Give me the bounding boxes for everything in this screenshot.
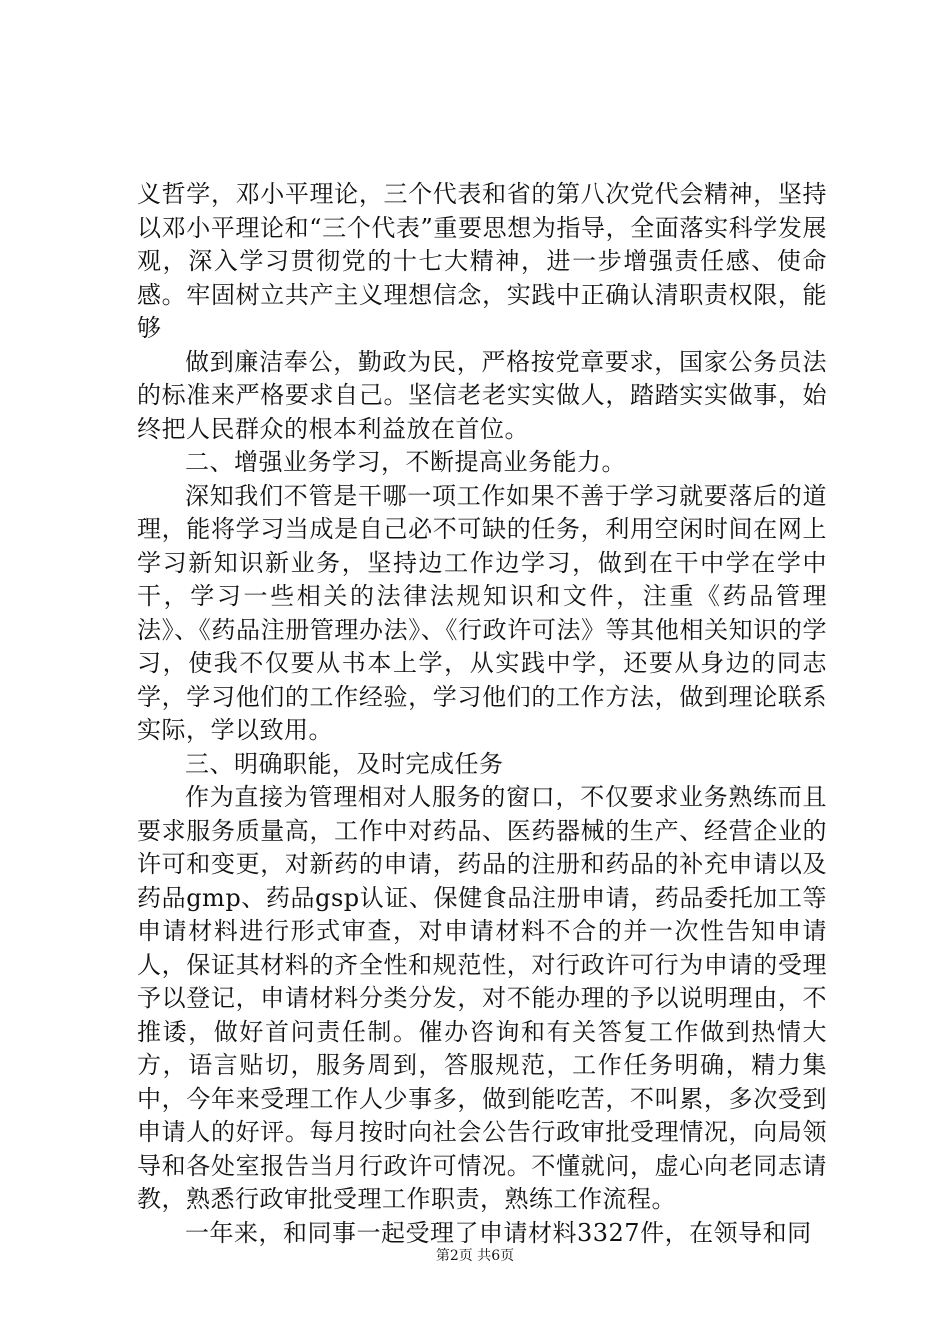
section-heading: 二、增强业务学习，不断提高业务能力。 [185, 448, 626, 476]
paragraph: 一年来，和同事一起受理了申请材料3327件，在领导和同 [185, 1218, 812, 1247]
section-heading: 三、明确职能，及时完成任务 [185, 749, 504, 778]
paragraph: 做到廉洁奉公，勤政为民，严格按党章要求，国家公务员法的标准来严格要求自己。坚信老老实实做人，踏踏实实做事，始终把人民群众的根本利益放在首位。 [137, 347, 827, 443]
paragraph: 作为直接为管理相对人服务的窗口，不仅要求业务熟练而且要求服务质量高，工作中对药品、医药器械的生产、经营企业的许可和变更，对新药的申请，药品的注册和药品的补充申请以及药品gmp、药品gsp认证、保健食品注册申请，药品委托加工等申请材料进行形式审查，对申请材料不合的并一次性告知申请人，保证其材料的齐全性和规范性，对行政许可行为申请的受理予以登记，申请材料分类分发，对不能办理的予以说明理由，不推诿，做好首问责任制。催办咨询和有关答复工作做到热情大方，语言贴切，服务周到，答服规范，工作任务明确，精力集中，今年来受理工作人少事多，做到能吃苦，不叫累，多次受到申请人的好评。每月按时向社会公告行政审批受理情况，向局领导和各处室报告当月行政许可情况。不懂就问，虚心向老同志请教，熟悉行政审批受理工作职责，熟练工作流程。 [137, 783, 827, 1213]
paragraph: 义哲学，邓小平理论，三个代表和省的第八次党代会精神，坚持以邓小平理论和“三个代表”重要思想为指导，全面落实科学发展观，深入学习贯彻党的十七大精神，进一步增强责任感、使命感。牢固树立共产主义理想信念，实践中正确认清职责权限，能够 [137, 180, 827, 342]
document-body [137, 178, 827, 1250]
page-footer: 第2页 共6页 [435, 1248, 515, 1264]
paragraph: 深知我们不管是干哪一项工作如果不善于学习就要落后的道理，能将学习当成是自己必不可缺的任务，利用空闲时间在网上学习新知识新业务，坚持边工作边学习，做到在干中学在学中干，学习一些相关的法律法规知识和文件，注重《药品管理法》、《药品注册管理办法》、《行政许可法》等其他相关知识的学习，使我不仅要从书本上学，从实践中学，还要从身边的同志学，学习他们的工作经验，学习他们的工作方法，做到理论联系实际，学以致用。 [137, 481, 827, 744]
